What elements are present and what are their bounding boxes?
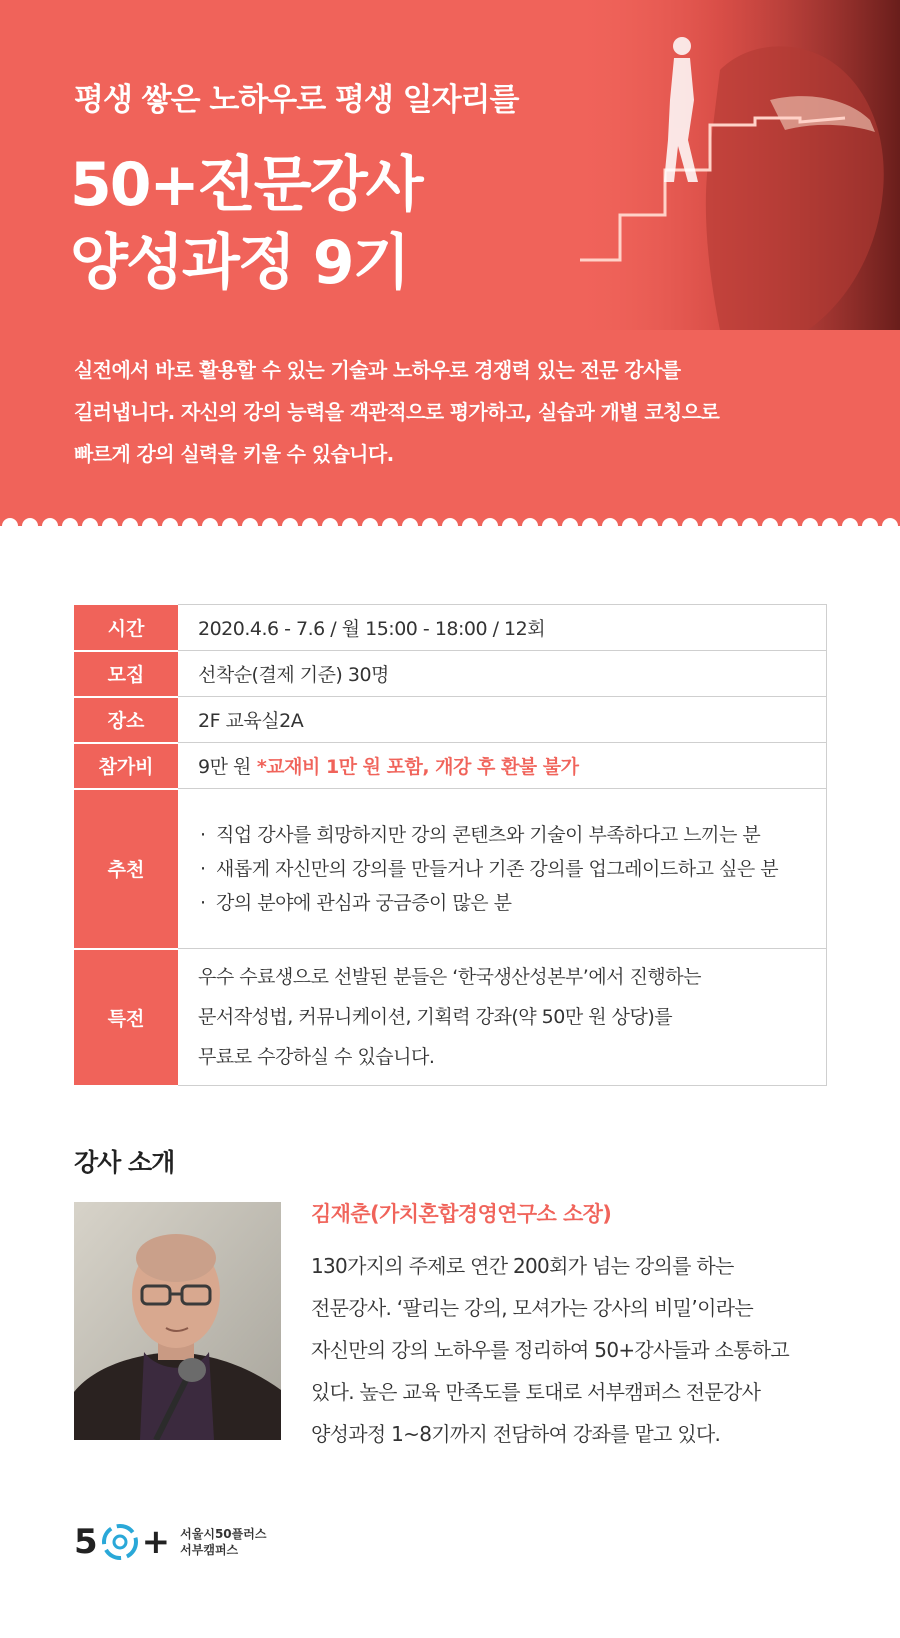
bio-line: 자신만의 강의 노하우를 정리하여 50+강사들과 소통하고 xyxy=(311,1338,790,1362)
logo-plus: + xyxy=(141,1522,171,1562)
instructor-heading: 강사 소개 xyxy=(74,1148,175,1177)
hero-subtitle: 평생 쌓은 노하우로 평생 일자리를 xyxy=(74,82,519,118)
list-item: · 새롭게 자신만의 강의를 만들거나 기존 강의를 업그레이드하고 싶은 분 xyxy=(198,854,816,884)
row-label-perk: 특전 xyxy=(74,949,178,1086)
table-row xyxy=(74,605,827,651)
org-name xyxy=(180,1526,266,1558)
logo-five: 5 xyxy=(74,1522,98,1562)
perk-line: 무료로 수강하실 수 있습니다. xyxy=(198,1046,435,1068)
row-value-recommend xyxy=(178,789,827,949)
row-label-place: 장소 xyxy=(74,697,178,743)
row-value-recruit: 선착순(결제 기준) 30명 xyxy=(178,651,827,697)
recommend-list xyxy=(198,820,816,918)
bio-line: 전문강사. ‘팔리는 강의, 모셔가는 강사의 비밀’이라는 xyxy=(311,1296,753,1320)
description-line: 길러냅니다. 자신의 강의 능력을 객관적으로 평가하고, 실습과 개별 코칭으로 xyxy=(74,400,720,424)
table-row xyxy=(74,949,827,1086)
perk-line: 문서작성법, 커뮤니케이션, 기획력 강좌(약 50만 원 상당)를 xyxy=(198,1006,673,1028)
org-name-line: 서부캠퍼스 xyxy=(180,1543,239,1557)
row-value-perk xyxy=(178,949,827,1086)
org-name-line: 서울시50플러스 xyxy=(180,1527,267,1541)
scallop-divider xyxy=(0,514,900,538)
perk-line: 우수 수료생으로 선발된 분들은 ‘한국생산성본부’에서 진행하는 xyxy=(198,966,701,988)
row-label-fee: 참가비 xyxy=(74,743,178,789)
table-row xyxy=(74,651,827,697)
table-row xyxy=(74,697,827,743)
row-label-recruit: 모집 xyxy=(74,651,178,697)
bio-line: 있다. 높은 교육 만족도를 토대로 서부캠퍼스 전문강사 xyxy=(311,1380,761,1404)
description-line: 실전에서 바로 활용할 수 있는 기술과 노하우로 경쟁력 있는 전문 강사를 xyxy=(74,358,681,382)
hand-drawing-stairs-icon xyxy=(570,0,900,330)
instructor-bio xyxy=(311,1245,871,1455)
fee-note: *교재비 1만 원 포함, 개강 후 환불 불가 xyxy=(256,756,579,778)
list-item: · 직업 강사를 희망하지만 강의 콘텐츠와 기술이 부족하다고 느끼는 분 xyxy=(198,820,816,850)
hero-title xyxy=(70,146,422,302)
hero-banner xyxy=(0,0,900,526)
50plus-logo-icon xyxy=(74,1522,170,1562)
hero-title-line: 50+전문강사 xyxy=(70,150,422,220)
description-line: 빠르게 강의 실력을 키울 수 있습니다. xyxy=(74,442,394,466)
fee-amount: 9만 원 xyxy=(198,756,251,778)
hero-title-line: 양성과정 9기 xyxy=(70,228,409,298)
table-row xyxy=(74,743,827,789)
instructor-photo xyxy=(74,1202,281,1440)
row-value-time: 2020.4.6 - 7.6 / 월 15:00 - 18:00 / 12회 xyxy=(178,605,827,651)
bio-line: 130가지의 주제로 연간 200회가 넘는 강의를 하는 xyxy=(311,1254,734,1278)
bio-line: 양성과정 1~8기까지 전담하여 강좌를 맡고 있다. xyxy=(311,1422,721,1446)
instructor-name: 김재춘(가치혼합경영연구소 소장) xyxy=(311,1202,612,1226)
course-info-table xyxy=(74,604,827,1087)
list-item: · 강의 분야에 관심과 궁금증이 많은 분 xyxy=(198,888,816,918)
table-row xyxy=(74,789,827,949)
footer-logo xyxy=(74,1522,266,1562)
row-value-place: 2F 교육실2A xyxy=(178,697,827,743)
logo-circle-icon xyxy=(100,1522,140,1562)
row-value-fee xyxy=(178,743,827,789)
row-label-recommend: 추천 xyxy=(74,789,178,949)
row-label-time: 시간 xyxy=(74,605,178,651)
hero-description xyxy=(74,349,834,475)
